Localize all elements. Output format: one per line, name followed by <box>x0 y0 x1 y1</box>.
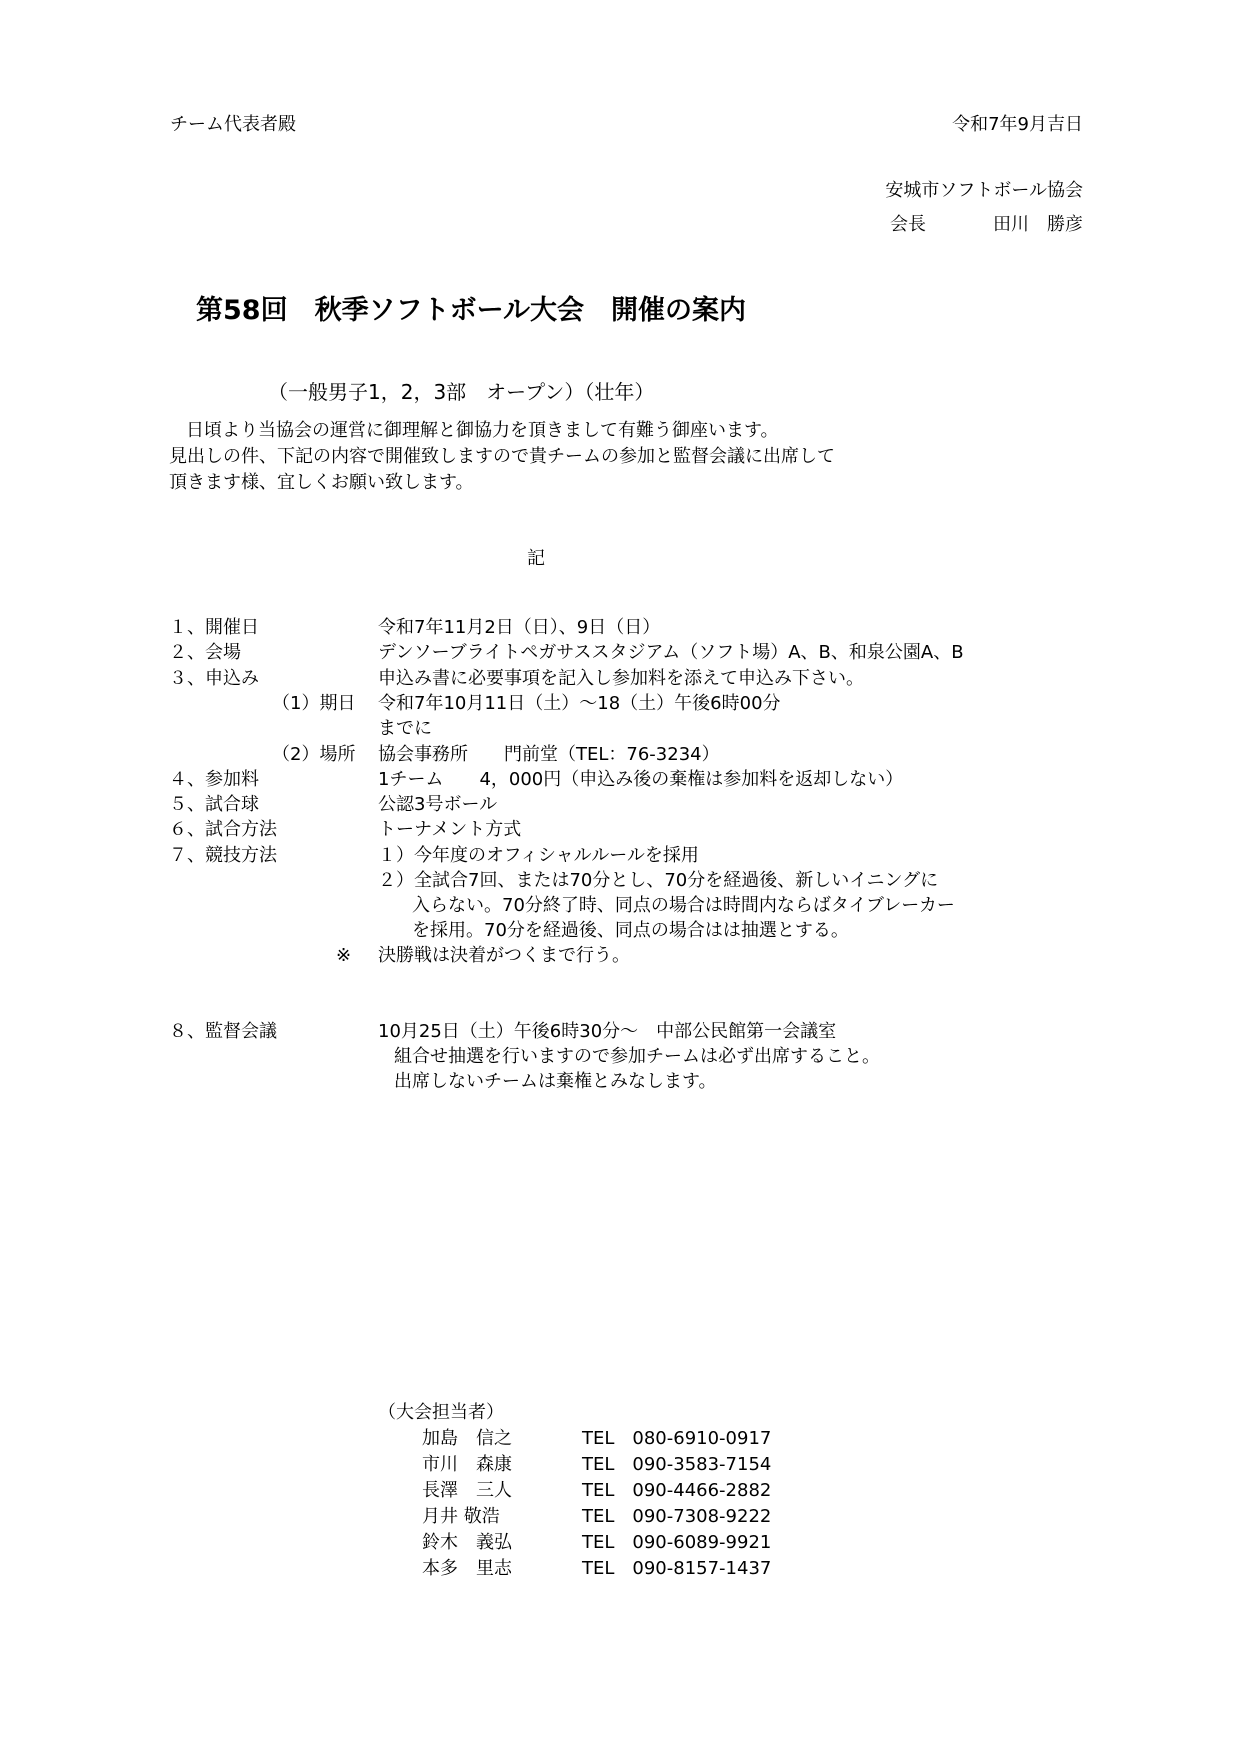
chair-title: 会長 <box>890 214 926 235</box>
note-text: 決勝戦は決着がつくまで行う。 <box>378 945 630 966</box>
item-1-value: 令和7年11月2日（日）、9日（日） <box>378 617 661 638</box>
contact-name: 加島 信之 <box>422 1428 512 1449</box>
item-1-label: １、開催日 <box>169 617 259 638</box>
subtitle: （一般男子1，2，3部 オープン）（壮年） <box>268 380 655 404</box>
contact-tel: TEL 090-6089-9921 <box>582 1532 772 1553</box>
item-2-label: ２、会場 <box>169 642 241 663</box>
item-4-value: 1チーム 4，000円（申込み後の棄権は参加料を返却しない） <box>378 769 904 790</box>
item-3a-value-2: までに <box>378 718 432 739</box>
chair-name: 田川 勝彦 <box>993 214 1083 235</box>
contact-name: 本多 里志 <box>422 1558 512 1579</box>
item-3-value: 申込み書に必要事項を記入し参加料を添えて申込み下さい。 <box>378 668 864 689</box>
item-8-value-1: 10月25日（土）午後6時30分～ 中部公民館第一会議室 <box>378 1021 837 1042</box>
item-4-label: ４、参加料 <box>169 769 259 790</box>
page-title: 第58回 秋季ソフトボール大会 開催の案内 <box>196 295 747 326</box>
item-3b-label: （2）場所 <box>272 744 356 765</box>
item-7-value-3: 入らない。70分終了時、同点の場合は時間内ならばタイブレーカー <box>412 895 955 916</box>
item-3-label: ３、申込み <box>169 668 259 689</box>
item-5-label: ５、試合球 <box>169 794 259 815</box>
item-8-value-2: 組合せ抽選を行いますので参加チームは必ず出席すること。 <box>394 1046 880 1067</box>
contact-name: 鈴木 義弘 <box>422 1532 512 1553</box>
item-7-value-2: ２）全試合7回、または70分とし、70分を経過後、新しいイニングに <box>378 870 939 891</box>
item-6-label: ６、試合方法 <box>169 819 277 840</box>
contact-tel: TEL 090-3583-7154 <box>582 1454 772 1475</box>
item-6-value: トーナメント方式 <box>378 819 522 840</box>
item-7-value-4: を採用。70分を経過後、同点の場合はは抽選とする。 <box>412 920 849 941</box>
contact-tel: TEL 090-7308-9222 <box>582 1506 772 1527</box>
contact-tel: TEL 090-8157-1437 <box>582 1558 772 1579</box>
contact-name: 長澤 三人 <box>422 1480 512 1501</box>
item-5-value: 公認3号ボール <box>378 794 498 815</box>
item-8-label: ８、監督会議 <box>169 1021 277 1042</box>
recipient: チーム代表者殿 <box>170 114 296 135</box>
contact-tel: TEL 090-4466-2882 <box>582 1480 772 1501</box>
contact-name: 月井 敬浩 <box>422 1506 500 1527</box>
issue-date: 令和7年9月吉日 <box>952 114 1083 135</box>
item-2-value: デンソーブライトペガサススタジアム（ソフト場）A、B、和泉公園A、B <box>378 642 964 663</box>
item-7-value-1: １）今年度のオフィシャルルールを採用 <box>378 845 699 866</box>
item-7-label: ７、競技方法 <box>169 845 277 866</box>
intro-line-3: 頂きます様、宜しくお願い致します。 <box>169 472 474 493</box>
item-8-value-3: 出席しないチームは棄権とみなします。 <box>394 1071 717 1092</box>
ki-heading: 記 <box>527 548 545 569</box>
item-3b-value: 協会事務所 門前堂（TEL：76-3234） <box>378 744 720 765</box>
item-3a-value: 令和7年10月11日（土）～18（土）午後6時00分 <box>378 693 781 714</box>
contacts-heading: （大会担当者） <box>378 1402 504 1423</box>
intro-line-2: 見出しの件、下記の内容で開催致しますので貴チームの参加と監督会議に出席して <box>169 446 835 467</box>
intro-line-1: 日頃より当協会の運営に御理解と御協力を頂きまして有難う御座います。 <box>186 420 779 441</box>
item-3a-label: （1）期日 <box>272 693 356 714</box>
contact-name: 市川 森康 <box>422 1454 512 1475</box>
organization: 安城市ソフトボール協会 <box>885 180 1083 201</box>
note-mark: ※ <box>336 945 352 966</box>
contact-tel: TEL 080-6910-0917 <box>582 1428 772 1449</box>
